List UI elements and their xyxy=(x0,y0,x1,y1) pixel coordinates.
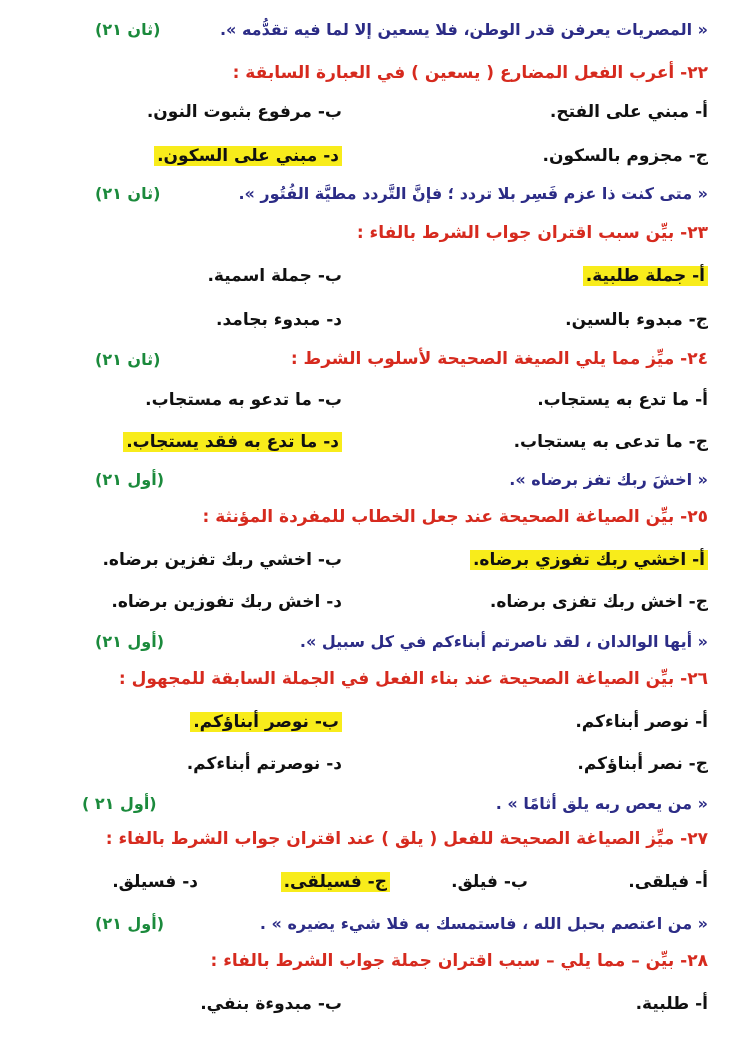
option-b-correct[interactable]: ب- نوصر أبناؤكم. xyxy=(190,712,342,732)
option-a-correct[interactable]: أ- جملة طلبية. xyxy=(583,266,708,286)
options-row xyxy=(0,138,750,178)
question-title: ٢٤- ميِّز مما يلي الصيغة الصحيحة لأسلوب الشرط : xyxy=(290,349,708,369)
option-d-correct[interactable]: د- مبني على السكون. xyxy=(154,146,342,166)
option-d[interactable]: د- فسيلق. xyxy=(112,872,198,892)
question-24 xyxy=(0,342,750,382)
question-26 xyxy=(0,662,750,702)
option-c[interactable]: ج- اخش ربك تفزى برضاه. xyxy=(489,592,708,612)
option-d[interactable]: د- اخش ربك تفوزين برضاه. xyxy=(111,592,342,612)
option-c[interactable]: ج- مبدوء بالسين. xyxy=(565,310,708,330)
option-a-correct[interactable]: أ- اخشي ربك تفوزي برضاه. xyxy=(470,550,708,570)
quote-line xyxy=(0,462,750,502)
option-b[interactable]: ب- مبدوءة بنفي. xyxy=(200,994,342,1014)
question-title: ٢٧- ميِّز الصياغة الصحيحة للفعل ( يلق ) عند اقتران جواب الشرط بالفاء : xyxy=(105,829,708,849)
options-row xyxy=(0,94,750,134)
quote-text: « اخشَ ربك تفز برضاه ». xyxy=(509,470,708,489)
exam-tag: (ثان ٢١) xyxy=(95,184,161,203)
question-22 xyxy=(0,56,750,96)
question-27 xyxy=(0,822,750,862)
quote-line xyxy=(0,786,750,826)
exam-tag: (ثان ٢١) xyxy=(95,350,161,369)
quote-line xyxy=(0,176,750,216)
option-c-correct[interactable]: ج- فسيلقى. xyxy=(281,872,390,892)
quote-text: « أيها الوالدان ، لقد ناصرتم أبناءكم في كل سبيل ». xyxy=(299,632,708,651)
exam-tag: (أول ٢١ ) xyxy=(82,794,157,813)
option-b[interactable]: ب- اخشي ربك تفزين برضاه. xyxy=(102,550,342,570)
option-c[interactable]: ج- نصر أبناؤكم. xyxy=(577,754,708,774)
quote-text: « من يعص ربه يلق أثامًا » . xyxy=(495,794,708,813)
question-28 xyxy=(0,944,750,984)
question-title: ٢٣- بيِّن سبب اقتران جواب الشرط بالفاء : xyxy=(356,223,708,243)
option-d-correct[interactable]: د- ما تدع به فقد يستجاب. xyxy=(123,432,342,452)
options-row xyxy=(0,704,750,744)
option-b[interactable]: ب- جملة اسمية. xyxy=(207,266,342,286)
option-d[interactable]: د- مبدوء بجامد. xyxy=(216,310,342,330)
option-c[interactable]: ج- ما تدعى به يستجاب. xyxy=(513,432,708,452)
option-a[interactable]: أ- نوصر أبناءكم. xyxy=(575,712,708,732)
option-a[interactable]: أ- طلبية. xyxy=(635,994,708,1014)
option-a[interactable]: أ- ما تدع به يستجاب. xyxy=(537,390,708,410)
quote-line xyxy=(0,12,750,52)
options-row xyxy=(0,986,750,1026)
option-b[interactable]: ب- فيلق. xyxy=(451,872,528,892)
options-row xyxy=(0,382,750,422)
question-title: ٢٨- بيِّن – مما يلي – سبب اقتران جملة جواب الشرط بالفاء : xyxy=(210,951,708,971)
question-23 xyxy=(0,216,750,256)
options-row xyxy=(0,746,750,786)
options-row xyxy=(0,584,750,624)
option-b[interactable]: ب- مرفوع بثبوت النون. xyxy=(146,102,342,122)
quote-text: « من اعتصم بحبل الله ، فاستمسك به فلا شيء يضيره » . xyxy=(259,914,708,933)
question-title: ٢٥- بيِّن الصياغة الصحيحة عند جعل الخطاب للمفردة المؤنثة : xyxy=(202,507,708,527)
quote-line xyxy=(0,906,750,946)
quote-line xyxy=(0,624,750,664)
option-a[interactable]: أ- مبني على الفتح. xyxy=(549,102,708,122)
quote-text: « متى كنت ذا عزم فَسِر بلا تردد ؛ فإنَّ التَّردد مطيَّة الفُتُور ». xyxy=(238,184,708,203)
options-row xyxy=(0,302,750,342)
quote-text: « المصريات يعرفن قدر الوطن، فلا يسعين إلا لما فيه تقدُّمه ». xyxy=(219,20,708,39)
question-title: ٢٦- بيِّن الصياغة الصحيحة عند بناء الفعل في الجملة السابقة للمجهول : xyxy=(118,669,708,689)
exam-tag: (أول ٢١) xyxy=(95,914,165,933)
option-b[interactable]: ب- ما تدعو به مستجاب. xyxy=(145,390,342,410)
exam-tag: (أول ٢١) xyxy=(95,470,165,489)
options-row xyxy=(0,258,750,298)
options-row xyxy=(0,864,750,904)
option-d[interactable]: د- نوصرتم أبناءكم. xyxy=(186,754,342,774)
option-a[interactable]: أ- فيلقى. xyxy=(628,872,708,892)
option-c[interactable]: ج- مجزوم بالسكون. xyxy=(542,146,708,166)
question-25 xyxy=(0,500,750,540)
question-title: ٢٢- أعرب الفعل المضارع ( يسعين ) في العبارة السابقة : xyxy=(232,63,708,83)
exam-tag: (ثان ٢١) xyxy=(95,20,161,39)
exam-tag: (أول ٢١) xyxy=(95,632,165,651)
options-row xyxy=(0,424,750,464)
options-row xyxy=(0,542,750,582)
